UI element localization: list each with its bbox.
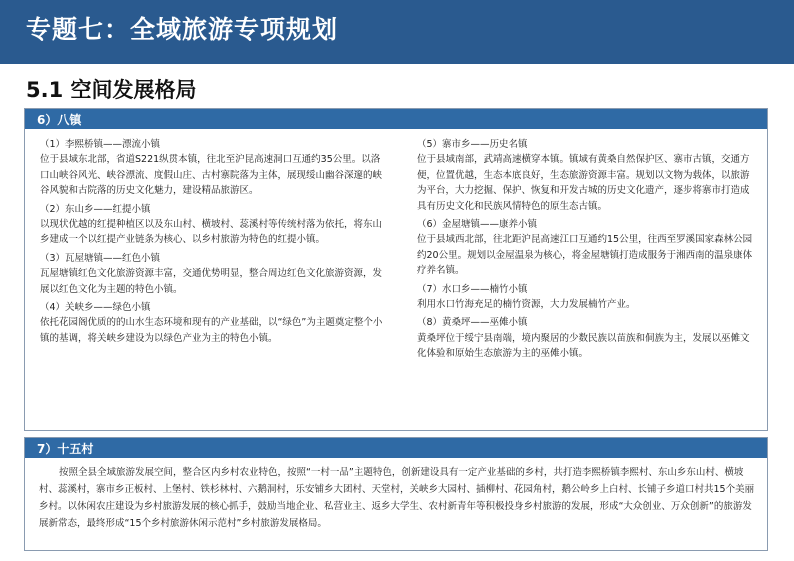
towns-panel-label: 6）八镇 xyxy=(37,113,82,127)
villages-paragraph: 按照全县全域旅游发展空间，整合区内乡村农业特色，按照“一村一品”主题特色，创新建设具有一定产业基础的乡村，共打造李熙桥镇李熙村、东山乡东山村、横坡村、蕊溪村，寨市乡正板村、上堡村、铁杉林村、六鹅洞村，乐安铺乡大团村、天堂村，关峡乡大园村、插柳村、花园角村，鹅公岭乡上白村、长铺子乡道口村共15个美丽乡村。以休闲农庄建设为乡村旅游发展的核心抓手，鼓励当地企业、私营业主、返乡大学生、农村新青年等积极投身乡村旅游的发展，形成“大众创业、万众创新”的旅游发展新常态，最终形成“15个乡村旅游休闲示范村”乡村旅游发展格局。 xyxy=(39,467,755,529)
town-item-desc: 位于县域南部，武靖高速横穿本镇。镇域有黄桑自然保护区、寨市古镇，交通方便，位置优越，生态本底良好，生态旅游资源丰富。规划以文物为载体，以旅游为平台，大力挖掘、保护、恢复和开发古城的历史文化遗产，逐步将寨市打造成具有历史文化和民族风情特色的原生态古镇。 xyxy=(417,154,750,212)
town-item xyxy=(417,315,757,361)
town-item xyxy=(417,137,757,214)
villages-panel xyxy=(24,437,768,551)
town-item-desc: 位于县域西北部，往北距沪昆高速江口互通约15公里，往西至罗溪国家森林公园约20公里。规划以金屋温泉为核心，将金屋塘镇打造成服务于湘西南的温泉康体疗养名镇。 xyxy=(417,234,753,277)
town-item-title: （2）东山乡——红提小镇 xyxy=(40,203,151,215)
town-item xyxy=(417,217,757,279)
town-item-desc: 利用水口竹海充足的楠竹资源，大力发展楠竹产业。 xyxy=(417,299,636,311)
town-item xyxy=(417,282,757,313)
town-item-desc: 瓦屋塘镇红色文化旅游资源丰富，交通优势明显，整合周边红色文化旅游资源，发展以红色文化为主题的特色小镇。 xyxy=(40,268,383,295)
town-item-title: （1）李熙桥镇——漂流小镇 xyxy=(40,139,161,150)
town-item-title: （3）瓦屋塘镇——红色小镇 xyxy=(40,252,161,264)
villages-panel-header xyxy=(25,438,767,458)
towns-left-column xyxy=(40,137,385,349)
town-item xyxy=(40,300,385,346)
town-item xyxy=(40,137,385,199)
towns-panel-header xyxy=(25,109,767,129)
town-item-desc: 黄桑坪位于绥宁县南端，境内聚居的少数民族以苗族和侗族为主，发展以巫傩文化体验和原始生态旅游为主的巫傩小镇。 xyxy=(417,332,750,360)
town-item xyxy=(40,251,385,297)
towns-right-column xyxy=(417,137,757,365)
town-item-desc: 以现状优越的红提种植区以及东山村、横坡村、蕊溪村等传统村落为依托，将东山乡建成一个以红提产业链条为核心、以乡村旅游为特色的红提小镇。 xyxy=(40,219,383,246)
town-item-desc: 依托花园阁优质的的山水生态环境和现有的产业基础，以“绿色”为主题奠定整个小镇的基调，将关峡乡建设为以绿色产业为主的特色小镇。 xyxy=(40,317,383,344)
town-item-title: （6）金屋塘镇——康养小镇 xyxy=(417,219,538,231)
town-item-title: （4）关峡乡——绿色小镇 xyxy=(40,302,151,314)
header-bar xyxy=(0,0,794,64)
town-item-title: （5）寨市乡——历史名镇 xyxy=(417,139,528,150)
towns-panel xyxy=(24,108,768,431)
town-item-title: （8）黄桑坪——巫傩小镇 xyxy=(417,317,528,329)
town-item xyxy=(40,202,385,248)
villages-panel-label: 7）十五村 xyxy=(37,442,94,456)
town-item-desc: 位于县域东北部，省道S221纵贯本镇，往北至沪昆高速洞口互通约35公里。以洛口山峡谷风光、峡谷漂流、度假山庄、古村寨院落为主体，展现绥山幽谷深邃的峡谷风貌和古院落的历史文化魅力，建设精品旅游区。 xyxy=(40,154,383,197)
section-title: 5.1 空间发展格局 xyxy=(26,78,197,102)
page-title: 专题七：全域旅游专项规划 xyxy=(26,15,339,44)
town-item-title: （7）水口乡——楠竹小镇 xyxy=(417,283,528,295)
